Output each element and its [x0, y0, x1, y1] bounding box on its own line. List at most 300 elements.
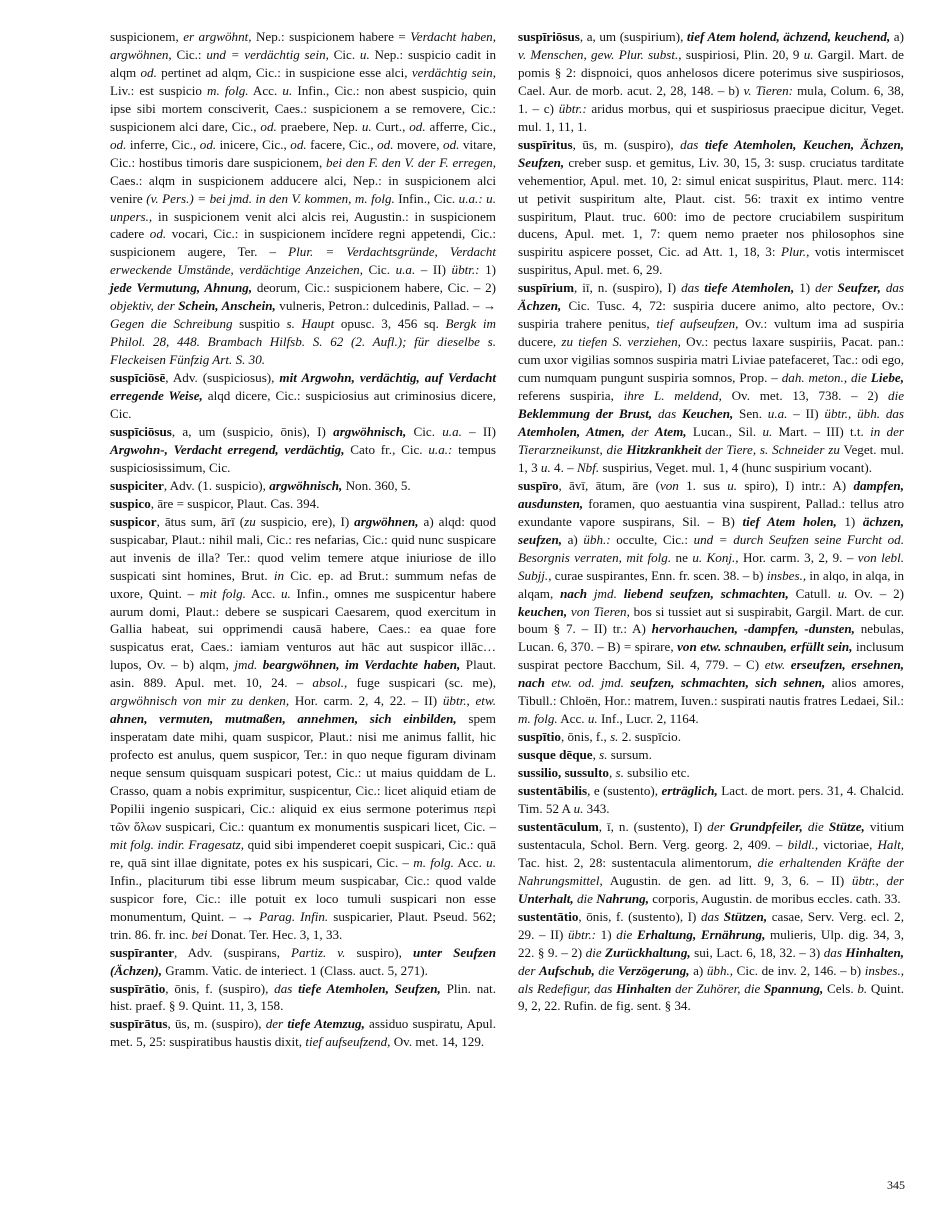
entry-text: übtr., der	[851, 872, 904, 888]
entry-text: der Tiere, s. Schneider zu	[705, 441, 840, 457]
entry-text: insbes.,	[766, 567, 807, 583]
entry-text: corporis, Augustin. de moribus eccles. cath. 33.	[649, 890, 901, 906]
entry-text: Keuchen,	[681, 406, 734, 422]
entry-text: Ov. – 2)	[847, 585, 905, 601]
entry-text: Nahrung,	[596, 890, 649, 906]
entry-text: die	[598, 962, 615, 978]
entry-headword: sussilio, sussulto	[518, 765, 609, 781]
dictionary-entry	[518, 818, 904, 908]
entry-text: m. folg.	[413, 854, 454, 870]
entry-text: Erhaltung, Ernährung,	[636, 926, 766, 942]
entry-text: tief aufseufzend,	[305, 1034, 391, 1050]
entry-text: in alqo, in alqa, in alqam,	[518, 567, 905, 601]
entry-text: bei den F. den V. der F. erregen,	[326, 154, 496, 170]
entry-text: spiro), I) intr.: A)	[737, 477, 854, 493]
dictionary-entry	[110, 944, 496, 980]
entry-text: tempus suspiciosissimum, Cic.	[110, 441, 496, 475]
entry-text: od.	[290, 136, 307, 152]
entry-text: hervorhauchen, -dampfen, -dunsten,	[651, 621, 855, 637]
dictionary-entry	[518, 764, 904, 782]
entry-text: Plur. = Verdachtsgründe, Verdacht erweckende Umstände, verdächtige Anzeichen,	[110, 244, 496, 278]
entry-text: liebend seufzen, schmachten,	[623, 585, 789, 601]
entry-text: praebere, Nep.	[276, 118, 362, 134]
entry-text: Aufschub,	[539, 962, 595, 978]
entry-text: od.	[140, 64, 157, 80]
entry-text: Cic.	[328, 46, 360, 62]
entry-text: od.	[409, 118, 426, 134]
entry-text: Seufzer,	[837, 280, 881, 296]
entry-text: Veget. mul. 1, 3	[518, 441, 904, 475]
entry-text: u.	[573, 800, 584, 816]
entry-text: tiefe Atemholen, Keuchen, Ächzen, Seufzen,	[518, 136, 905, 170]
entry-text: od.	[377, 136, 394, 152]
entry-text: ,	[592, 747, 600, 763]
entry-headword: suspīranter	[110, 944, 175, 960]
entry-text: a) alqd: quod suspicabar, Plaut.: nihil mali, Cic.: res nefarias, Cic.: quid nunc suspicare aut invenis de illa? Ter.: quod velim temere atque iniuriose de illo suspicati sint homines, Brut.	[110, 513, 497, 583]
entry-text: übtr.,	[442, 693, 470, 709]
entry-text: keuchen,	[518, 603, 568, 619]
entry-text: bos si tussiet aut si suspirabit, Gargil. Mart. de cur. boum § 7. – II) tr.: A)	[518, 603, 904, 637]
entry-text: ihre L. meldend,	[623, 388, 722, 404]
entry-text: facere, Cic.,	[306, 136, 378, 152]
entry-text: Argwohn-, Verdacht erregend, verdächtig,	[110, 441, 345, 457]
entry-text: vulneris, Petron.: dulcedinis, Pallad. – →	[275, 298, 496, 314]
entry-text: Mart. – III) t.t.	[772, 423, 871, 439]
entry-text: tiefe Atemholen, Seufzen,	[298, 980, 441, 996]
entry-text: u.	[540, 459, 551, 475]
entry-text: Verdacht haben, argwöhnen,	[110, 29, 496, 62]
entry-text: Atem,	[654, 423, 687, 439]
entry-text: Tac. hist. 2, 28: sustentacula alimentorum,	[518, 854, 758, 870]
entry-text: etw.	[475, 693, 496, 709]
entry-text: od.	[199, 136, 217, 152]
entry-text: jede Vermutung, Ahnung,	[110, 280, 253, 296]
entry-text: s.	[615, 765, 624, 781]
entry-text: Augustin. de gen. ad litt. 9, 3, 6. – II)	[602, 872, 852, 888]
entry-headword: suspīrium	[518, 280, 575, 296]
entry-headword: suspīciōsus	[110, 423, 172, 439]
entry-text: Partiz. v.	[291, 944, 346, 960]
entry-text: pertinet ad alqm, Cic.: in suspicione esse alci,	[156, 64, 412, 80]
entry-text: die	[888, 388, 905, 404]
entry-headword: suspicor	[110, 513, 157, 529]
entry-text: a)	[689, 962, 707, 978]
dictionary-entry	[110, 369, 496, 423]
entry-text: insbes., als Redefigur, das	[518, 962, 905, 996]
entry-text: die	[576, 890, 593, 906]
entry-text: in	[273, 567, 285, 583]
entry-text: das	[274, 980, 293, 996]
entry-text: nebulas, Lucan. 6, 370. – B) = spirare,	[518, 621, 905, 655]
entry-text: der	[265, 1016, 284, 1032]
entry-text: übtr., übh. das	[824, 406, 905, 422]
entry-text: u.a.	[767, 406, 788, 422]
entry-text: Hor. carm. 2, 4, 22. – II)	[289, 693, 443, 709]
entry-text: Acc.	[557, 711, 588, 727]
entry-text: Parag. Infin.	[259, 908, 329, 924]
entry-text: tiefe Atemzug,	[287, 1016, 365, 1032]
entry-text: tief Atem holend, ächzend, keuchend,	[686, 29, 891, 44]
entry-headword: suspīciōsē	[110, 370, 166, 386]
entry-text: sursum.	[607, 747, 652, 763]
entry-text: suspicionem,	[110, 29, 184, 44]
entry-text: ächzen, seufzen,	[518, 513, 904, 547]
entry-text: der	[815, 280, 833, 296]
entry-text: od.	[260, 118, 277, 134]
entry-text: Lucan., Sil.	[686, 423, 763, 439]
entry-text: mulieris, Ulp. dig. 34, 3, 22. § 9. – 2)	[518, 926, 904, 960]
entry-text: die	[807, 818, 824, 834]
entry-text: movere,	[393, 136, 444, 152]
entry-text: afferre, Cic.,	[425, 118, 496, 134]
entry-text: der Zuhörer, die	[675, 980, 761, 996]
entry-text: v. Tieren:	[743, 82, 793, 98]
entry-text: occulte, Cic.:	[610, 531, 694, 547]
entry-headword: suspico	[110, 495, 151, 511]
entry-text: Ov.: vultum ima ad suspiria ducere,	[518, 316, 904, 350]
entry-headword: susque dēque	[518, 747, 593, 763]
entry-text: Spannung,	[764, 980, 824, 996]
entry-text: alios amores, Tibull.: Chloën, Hor.: matrem, Iuven.: suspirati nautis fratres Ledaei, Sil.:	[518, 675, 904, 709]
entry-text: Bergk im Philol. 28, 448. Brambach Hilfsb. S. 62 (2. Aufl.); für dieselbe s. Fleckeisen Fünfzig Art. S. 30.	[110, 316, 496, 368]
entry-text: u.	[361, 118, 372, 134]
entry-text: 1)	[479, 262, 496, 278]
entry-text: Acc.	[453, 854, 487, 870]
entry-text: Plur.,	[780, 244, 810, 260]
entry-text: übh.,	[706, 962, 734, 978]
entry-text: 2. suspīcio.	[618, 729, 681, 745]
entry-text: Schein, Anschein,	[178, 298, 276, 314]
entry-text: , e (sustento),	[587, 783, 662, 799]
entry-text: Liv.: est suspicio	[110, 82, 208, 98]
entry-text: u.a.	[442, 423, 462, 439]
entry-text: absol.,	[312, 675, 348, 691]
entry-text: , ūs, m. (suspiro),	[572, 136, 681, 152]
entry-text: 1. sus	[678, 477, 728, 493]
entry-text: deorum, Cic.: suspicionem habere, Cic. – 2)	[252, 280, 496, 296]
entry-text: Cic.	[406, 423, 443, 439]
entry-text: das	[680, 136, 699, 152]
entry-text: Cic. Tusc. 4, 72: suspiria ducere animo, alto pectore, Ov.: suspiria trahere penitus,	[518, 298, 904, 332]
entry-text: u. Konj.,	[692, 549, 739, 565]
entry-text: Acc.	[245, 585, 281, 601]
entry-text: spem insperatam date mihi, quam suspicor, Plaut.: nisi me animus fallit, hic profecto est anulus, quem suspicor, Ter.: in quo neque figuram divinam neque sensum quisquam suspicari potest, Cic.: ut maius quiddam de L. Crasso, quam a nobis exprimitur, suspicentur, Cic.: licet aliquid etiam de Popilii ingenio suspicari, Cic.: aliquid ex eius sermone poterimus περὶ τῶν ὅλων suspicari, Cic.: quantum ex monumentis suspicari licet, Cic. –	[110, 711, 496, 834]
entry-text: inferre, Cic.,	[126, 136, 200, 152]
entry-text: Nbf.	[576, 459, 600, 475]
entry-text: Ov. met. 13, 738. – 2)	[721, 388, 889, 404]
entry-text: od.	[443, 136, 460, 152]
entry-text: argwöhnen,	[354, 513, 419, 529]
entry-text: od.	[149, 226, 167, 242]
entry-headword: suspītio	[518, 729, 561, 745]
entry-text: u.a.: u. unpers.,	[110, 190, 496, 224]
entry-text: tief Atem holen,	[742, 513, 837, 529]
entry-text: Unterhalt,	[518, 890, 574, 906]
entry-text: inclusum suspirat pectore Bacchum, Sil. 4, 779. – C)	[518, 639, 904, 673]
entry-text: Stützen,	[723, 908, 768, 924]
entry-text: Cic. de inv. 2, 146. – b)	[733, 962, 865, 978]
entry-headword: suspiciter	[110, 477, 164, 493]
entry-text: s. Haupt	[286, 316, 335, 332]
entry-text: Catull.	[788, 585, 838, 601]
entry-headword: sustentāculum	[518, 818, 599, 834]
entry-text: 1)	[794, 280, 816, 296]
entry-headword: suspīro	[518, 477, 559, 493]
entry-text: Quint. 9, 2, 22. Rufin. de fig. sent. § 34.	[518, 980, 904, 1014]
entry-text: Cic. ep. ad Brut.: summum nefas de uxore, Quint. –	[110, 567, 497, 601]
entry-text: alqd dicere, Cic.: suspiciosius aut criminosius dicere, Cic.	[110, 388, 496, 422]
entry-text: u.	[837, 585, 848, 601]
entry-text: mit Argwohn, verdächtig, auf Verdacht erregende Weise,	[110, 370, 496, 404]
entry-text: beargwöhnen, im Verdachte haben,	[262, 657, 461, 673]
entry-text: Inf., Lucr. 2, 1164.	[597, 711, 699, 727]
dictionary-entry	[518, 28, 904, 136]
page-number: 345	[887, 1178, 905, 1192]
entry-text: und = durch Seufzen seine Furcht od. Besorgnis verraten, mit folg.	[518, 531, 904, 565]
entry-text: quid sibi impenderet coepit suspicari, Cic.: quā re, quā sint illae dignitate, potes ex his suspicari, Cic. –	[110, 836, 496, 870]
entry-text: objektiv, der	[110, 298, 175, 314]
entry-text: , āre = suspicor, Plaut. Cas. 394.	[150, 495, 320, 511]
entry-text: , ātus sum, ārī (	[156, 513, 245, 529]
entry-text: s.	[610, 729, 619, 745]
entry-text: in suspicionem venit alci alcis rei, Augustin.: in suspicionem cadere	[110, 208, 496, 242]
entry-text	[587, 586, 594, 601]
entry-text: erseufzen, ersehnen, nach	[518, 657, 904, 691]
dictionary-entry	[518, 746, 904, 764]
entry-text: v. Menschen, gew. Plur. subst.,	[518, 46, 682, 62]
entry-text: suspicarier, Plaut. Pseud. 562; trin. 86. fr. inc.	[110, 908, 496, 942]
entry-text: das	[701, 908, 720, 924]
entry-text: bei	[191, 926, 208, 942]
entry-text: curae suspirantes, Enn. fr. scen. 38. – b)	[551, 567, 767, 583]
dictionary-entry	[518, 908, 904, 1016]
entry-text: sui, Lact. 6, 18, 32. – 3)	[690, 944, 824, 960]
entry-text: Ov. met. 14, 129.	[390, 1034, 485, 1050]
entry-text: a)	[890, 29, 904, 44]
entry-text: mit folg. indir. Fragesatz,	[110, 836, 245, 852]
entry-text: suspiriosi, Plin. 20, 9	[681, 46, 804, 62]
entry-text: Cato fr., Cic.	[344, 441, 429, 457]
entry-text: u.a.	[395, 262, 416, 278]
dictionary-entry	[110, 28, 496, 369]
entry-text: (v. Pers.) = bei jmd. in den V. kommen, m. folg.	[146, 190, 395, 206]
entry-text: vocari, Cic.: in suspicionem incĭdere regni appetendi, Cic.: suspicionem augere, Ter. –	[110, 226, 496, 260]
entry-text: vitium sustentacula, Schol. Bern. Verg. georg. 2, 409. –	[518, 818, 905, 852]
entry-text: Cels.	[823, 980, 858, 996]
entry-text: Atemholen, Atmen,	[518, 423, 625, 439]
entry-text: der	[631, 423, 649, 439]
entry-text: das	[681, 280, 700, 296]
entry-text: übtr.:	[558, 100, 587, 116]
entry-text: argwöhnisch von mir zu denken,	[110, 693, 290, 709]
entry-text: u.	[727, 477, 738, 493]
entry-text: fuge suspicari (sc. me),	[347, 675, 496, 691]
entry-text: Beklemmung der Brust,	[518, 406, 653, 422]
entry-text: ,	[608, 765, 616, 781]
entry-text: Plin. nat. hist. praef. § 9. Quint. 11, 3, 158.	[110, 980, 496, 1014]
entry-text: übtr.:	[451, 262, 480, 278]
entry-text: von etw. schnauben, erfüllt sein,	[677, 639, 853, 655]
entry-text: Donat. Ter. Hec. 3, 1, 33.	[207, 926, 343, 942]
entry-text: ne	[671, 549, 693, 565]
dictionary-entry	[110, 1015, 496, 1051]
entry-text: u.	[282, 82, 293, 98]
entry-text: 343.	[583, 800, 610, 816]
entry-text: tief aufseufzen,	[656, 316, 739, 332]
entry-headword: sustentābilis	[518, 783, 588, 799]
entry-text: Gramm. Vatic. de interiect. 1 (Class. auct. 5, 271).	[162, 962, 428, 978]
entry-headword: suspīritus	[518, 136, 573, 152]
entry-text: Sen.	[733, 406, 768, 422]
entry-text: argwöhnisch,	[269, 477, 343, 493]
entry-text: erträglich,	[661, 783, 718, 799]
entry-text: übh.:	[583, 531, 611, 547]
entry-headword: suspīrātio	[110, 980, 166, 996]
entry-text: referens suspiria,	[518, 388, 624, 404]
dictionary-entry	[110, 423, 496, 477]
entry-text: verdächtig sein,	[411, 64, 496, 80]
entry-text: übtr.:	[568, 926, 597, 942]
entry-text: , a, um (suspicio, ōnis), I)	[171, 423, 334, 439]
entry-text: , ūs, m. (suspiro),	[167, 1016, 266, 1032]
entry-text: mit folg.	[199, 585, 246, 601]
entry-text: u.a.:	[428, 441, 453, 457]
dictionary-entry	[518, 782, 904, 818]
entry-text: u.	[587, 711, 598, 727]
entry-text: Ächzen,	[518, 298, 562, 314]
entry-text: 1)	[836, 513, 863, 529]
entry-text: jmd.	[234, 657, 258, 673]
entry-text: er argwöhnt,	[183, 29, 252, 44]
entry-text: – II)	[461, 423, 496, 439]
entry-text: vitare, Cic.: hostibus timoris dare suspicionem,	[110, 136, 496, 170]
entry-text: , āvī, ātum, āre (	[558, 477, 660, 493]
dictionary-entry	[518, 728, 904, 746]
entry-text: foramen, quo aestuantia vina suspirent, Pallad.: tellus atro exundante vapore suspirans, Sil. – B)	[518, 495, 904, 529]
dictionary-entry	[518, 279, 904, 476]
entry-text: nach	[560, 585, 588, 601]
entry-text: von Tieren,	[570, 603, 630, 619]
entry-text: victoriae,	[818, 836, 878, 852]
entry-text: Infin., placiturum tibi esse librum meum suspicabar, Cic.: quod valde suspicor fore, Cic.: ille potuit ex loco tumuli suspicari non esse monumentum, Quint. – →	[110, 872, 496, 924]
entry-text: Infin., omnes me suspicentur habere aurum domi, Plaut.: debere se suspicari Caesarem, quod exercitum in Gallia habeat, sui opprimendi causā habere, Caes.: ea quae fore suspicatus erat, Caes.: iamiam venturos aut hāc aut suspicor illāc… lupos, Ov. – b) alqm,	[110, 585, 496, 673]
entry-text: Caes.: alqm in suspicionem adducere alci, Nep.: in suspicionem alci venire	[110, 172, 496, 206]
entry-text: suspiro),	[345, 944, 413, 960]
entry-text: die	[585, 944, 602, 960]
entry-text: Hor. carm. 3, 2, 9. –	[738, 549, 858, 565]
entry-text: in der Tierarzneikunst, die	[518, 423, 904, 457]
entry-text: od.	[110, 136, 127, 152]
entry-text: assiduo suspiratu, Apul. met. 5, 25: suspiratibus haustis dixit,	[110, 1016, 496, 1050]
entry-text: casae, Serv. Verg. ecl. 2, 29. – II)	[518, 908, 904, 942]
entry-text: etw. od. jmd.	[551, 675, 624, 691]
entry-text: Liebe,	[870, 370, 904, 386]
entry-text: Curt.,	[371, 118, 410, 134]
entry-text: Cic.:	[171, 46, 207, 62]
entry-text: Cic.	[363, 262, 396, 278]
entry-text: creber susp. et gemitus, Liv. 30, 15, 3: susp. cruciatus tarditate vehementior, Apul. met. 10, 2: simul enicat suspiritus, Plaut. merc. 114: ut petivit suspiritum alte, Plaut. cist. 56: traxit ex intimo ventre suspiritum, Plaut. truc. 600: imo de pectore cruciabilem suspiritum ducens, Apul. met. 1, 7: quem nemo praeter nos philosophos sine suspiritu aspicere posset, Cic. ad Att. 1, 18, 3:	[518, 154, 904, 260]
dictionary-entry	[110, 495, 496, 513]
entry-headword: suspīriōsus	[518, 29, 580, 44]
entry-text: opusc. 3, 456 sq.	[334, 316, 446, 332]
entry-text: etw.	[764, 657, 786, 673]
entry-text: suspirius, Veget. mul. 1, 4 (hunc suspirium vocant).	[599, 459, 873, 475]
entry-text: m. folg.	[518, 711, 558, 727]
entry-text: das	[823, 944, 842, 960]
entry-text: m. folg.	[207, 82, 249, 98]
entry-text: dah. meton., die	[781, 370, 867, 386]
entry-text: , ōnis, f. (suspiro),	[165, 980, 275, 996]
entry-text: inicere, Cic.,	[216, 136, 291, 152]
entry-text: , Adv. (suspirans,	[174, 944, 291, 960]
dictionary-entry	[518, 136, 904, 280]
entry-text: ahnen, vermuten, mutmaßen, annehmen, sich einbilden,	[110, 711, 457, 727]
left-column	[110, 28, 496, 1051]
entry-text: Gargil. Mart. de pomis § 2: dispnoici, quos anhelosos dicere poterimus sive suspiriosos, Cael. Aur. de morb. acut. 2, 28, 148. – b)	[518, 46, 904, 98]
entry-text: Halt,	[877, 836, 905, 852]
entry-text: Infin., Cic.	[394, 190, 459, 206]
entry-text: Hinhalten	[616, 980, 672, 996]
entry-text: Gegen die Schreibung	[110, 316, 233, 332]
entry-text: suspitio	[232, 316, 287, 332]
entry-text: u.	[280, 585, 291, 601]
dictionary-entry	[110, 980, 496, 1016]
entry-text: , ōnis, f.,	[560, 729, 611, 745]
entry-text: zu	[244, 513, 256, 529]
entry-text	[617, 586, 624, 601]
entry-text: Non. 360, 5.	[342, 477, 411, 493]
right-column	[518, 28, 904, 1015]
entry-text: a)	[562, 531, 584, 547]
entry-text: , iī, n. (suspiro), I)	[574, 280, 682, 296]
dictionary-entry	[518, 477, 904, 728]
entry-text: Infin., Cic.: non abest suspicio, quin ipse sibi mortem consciverit, Caes.: suspicionem a se removere, Cic.: suspicionem alci dare, Cic.,	[110, 82, 496, 134]
entry-text: Zurückhaltung,	[605, 944, 691, 960]
entry-text: bildl.,	[787, 836, 819, 852]
entry-text: seufzen, schmachten, sich sehnen,	[630, 675, 826, 691]
entry-text: das	[657, 406, 677, 422]
entry-text: dampfen, ausdunsten,	[518, 477, 904, 511]
entry-text: 1)	[596, 926, 617, 942]
entry-text: der	[518, 962, 536, 978]
entry-text: , Adv. (suspiciosus),	[165, 370, 280, 386]
entry-text: Nep.: suspicio cadit in alqm	[110, 46, 496, 80]
entry-headword: suspīrātus	[110, 1016, 168, 1032]
entry-text: Ov.: pectus laxare suspiriis, Pacat. pan.: cum uxor vigilias somnos suspiria matri Liviae patefaceret, Tac.: odi ego, cum numquam pungunt suspiria somnos, Prop. –	[518, 334, 905, 386]
entry-text: von	[659, 477, 679, 493]
entry-text: und = verdächtig sein,	[206, 46, 329, 62]
entry-text: 4. –	[550, 459, 577, 475]
entry-text: mula, Colum. 6, 38, 1. – c)	[518, 82, 904, 116]
dictionary-entry	[110, 513, 496, 944]
entry-text: u.	[359, 46, 370, 62]
entry-text: unter Seufzen (Ächzen),	[110, 944, 496, 978]
entry-text: b.	[857, 980, 868, 996]
entry-text: – II)	[415, 262, 452, 278]
entry-text: Stütze,	[828, 818, 865, 834]
entry-text: tiefe Atemholen,	[704, 280, 795, 296]
entry-text: von lebl. Subjj.,	[518, 549, 905, 583]
entry-text: , Adv. (1. suspicio),	[163, 477, 270, 493]
entry-text: Hinhalten,	[845, 944, 904, 960]
entry-text: , ōnis, f. (sustento), I)	[578, 908, 701, 924]
entry-text: suspicio, ere), I)	[255, 513, 355, 529]
entry-headword: sustentātio	[518, 908, 579, 924]
entry-text: die	[616, 926, 633, 942]
entry-text: Grundpfeiler,	[729, 818, 803, 834]
entry-text: Acc.	[248, 82, 283, 98]
entry-text: u.	[762, 423, 773, 439]
